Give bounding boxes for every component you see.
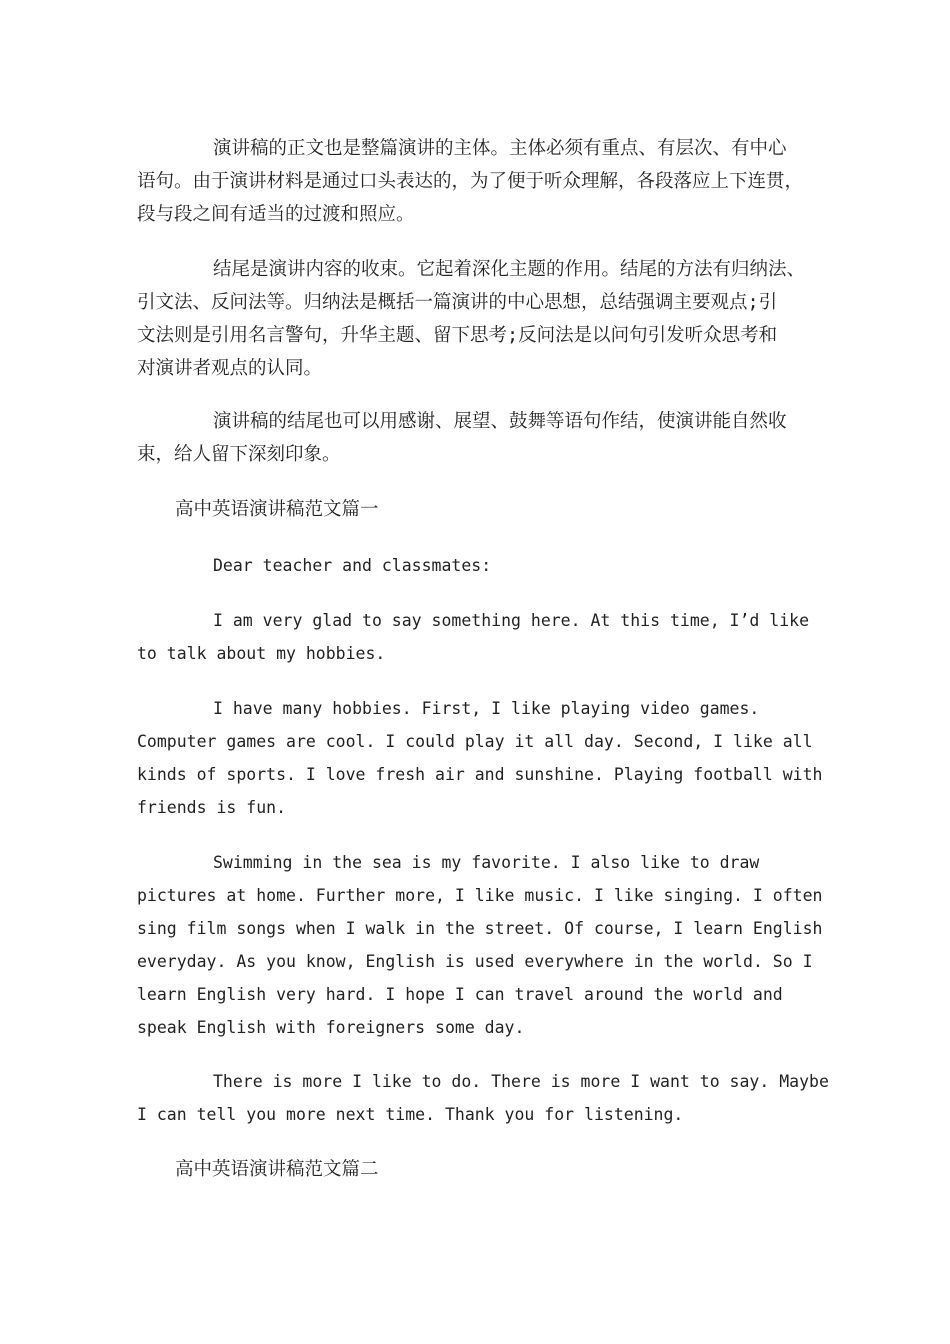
text-line: friends is fun.	[137, 798, 287, 817]
speech-paragraph-4	[137, 1065, 829, 1131]
text-line: 演讲稿的正文也是整篇演讲的主体。主体必须有重点、有层次、有中心	[213, 138, 787, 159]
text-line: 对演讲者观点的认同。	[137, 358, 323, 379]
text-line: I am very glad to say something here. At this time, I’d like	[213, 611, 810, 630]
intro-paragraph-2	[137, 253, 817, 385]
text-line: 语句。由于演讲材料是通过口头表达的，为了便于听众理解，各段落应上下连贯，	[137, 171, 804, 192]
text-line: kinds of sports. I love fresh air and sunshine. Playing football with	[137, 765, 823, 784]
text-line: 段与段之间有适当的过渡和照应。	[137, 204, 415, 225]
intro-paragraph-3	[137, 405, 817, 471]
text-line: learn English very hard. I hope I can travel around the world and	[137, 985, 783, 1004]
text-line: Dear teacher and classmates:	[213, 556, 492, 575]
text-line: 束，给人留下深刻印象。	[137, 444, 341, 465]
text-line: 文法则是引用名言警句，升华主题、留下思考;反问法是以问句引发听众思考和	[137, 325, 778, 346]
speech-paragraph-1	[137, 604, 817, 670]
text-line: to talk about my hobbies.	[137, 644, 386, 663]
text-line: pictures at home. Further more, I like music. I like singing. I often	[137, 886, 823, 905]
speech-salutation	[137, 549, 817, 582]
text-line: 结尾是演讲内容的收束。它起着深化主题的作用。结尾的方法有归纳法、	[213, 259, 806, 280]
speech-paragraph-3	[137, 846, 823, 1044]
text-line: Swimming in the sea is my favorite. I also like to draw	[213, 853, 760, 872]
section-heading-1: 高中英语演讲稿范文篇一	[175, 499, 379, 520]
text-line: Computer games are cool. I could play it all day. Second, I like all	[137, 732, 813, 751]
text-line: speak English with foreigners some day.	[137, 1018, 525, 1037]
text-line: I have many hobbies. First, I like playing video games.	[213, 699, 760, 718]
section-heading-2: 高中英语演讲稿范文篇二	[175, 1159, 379, 1180]
text-line: everyday. As you know, English is used everywhere in the world. So I	[137, 952, 813, 971]
text-line: sing film songs when I walk in the street. Of course, I learn English	[137, 919, 823, 938]
text-line: 引文法、反问法等。归纳法是概括一篇演讲的中心思想，总结强调主要观点;引	[137, 292, 778, 313]
intro-paragraph-1	[137, 132, 817, 231]
text-line: 演讲稿的结尾也可以用感谢、展望、鼓舞等语句作结，使演讲能自然收	[213, 411, 787, 432]
speech-paragraph-2	[137, 692, 823, 824]
text-line: There is more I like to do. There is more I want to say. Maybe	[213, 1072, 829, 1091]
text-line: I can tell you more next time. Thank you for listening.	[137, 1105, 684, 1124]
